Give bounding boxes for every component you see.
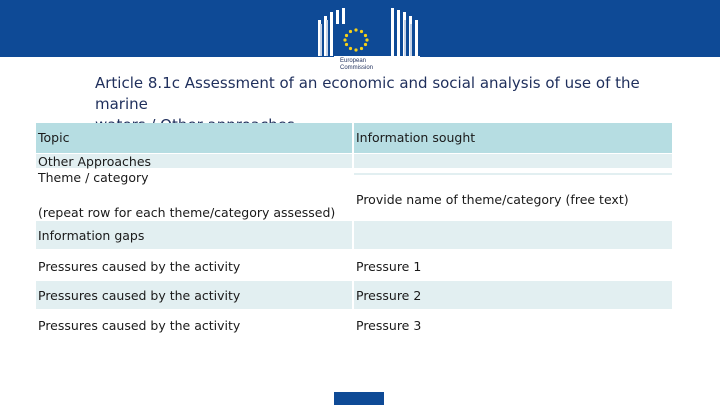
info-cell: Pressure 1 [356, 259, 422, 274]
info-cell: Pressure 2 [354, 281, 672, 309]
info-cell: Provide name of theme/category (free text) [354, 173, 672, 220]
topic-cell: Pressures caused by the activity [36, 281, 352, 309]
info-cell [354, 221, 672, 249]
table-row [36, 221, 672, 249]
topic-cell: Pressures caused by the activity [38, 259, 241, 274]
topic-cell: Information gaps [36, 221, 352, 249]
slide-title: Article 8.1c Assessment of an economic and social analysis of use of the marine [95, 74, 640, 113]
header-cell-information-sought: Information sought [354, 123, 672, 153]
table-row [36, 281, 672, 309]
topic-note-cell: (repeat row for each theme/category assessed) [38, 205, 336, 220]
footer-accent-bar [334, 392, 384, 405]
table-header-row [36, 123, 672, 153]
info-cell: Pressure 3 [356, 318, 422, 333]
table-row [36, 252, 672, 280]
topic-cell: Other Approaches Theme / category [38, 154, 152, 185]
topic-cell: Pressures caused by the activity [38, 318, 241, 333]
header-cell-topic: Topic [36, 123, 352, 153]
table-row [36, 311, 672, 339]
logo-text: European Commission [340, 58, 374, 71]
table-row [36, 153, 672, 220]
